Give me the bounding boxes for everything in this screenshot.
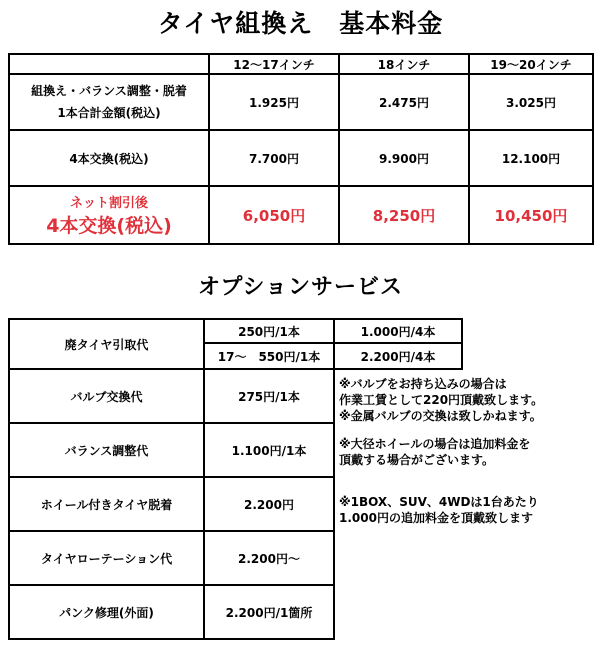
price-cell: 3.025円 xyxy=(469,74,593,130)
price-cell: 12.100円 xyxy=(469,130,593,186)
option-label: バルブ交換代 xyxy=(9,369,204,423)
price-cell: 1.925円 xyxy=(209,74,339,130)
option-price: 2.200円/1箇所 xyxy=(204,585,334,639)
note-line: ※大径ホイールの場合は追加料金を xyxy=(339,437,531,451)
option-label: パンク修理(外面) xyxy=(9,585,204,639)
price-row xyxy=(9,130,593,186)
col-header: 12〜17インチ xyxy=(209,54,339,74)
option-price: 1.000円/4本 xyxy=(334,319,462,343)
price-cell: 2.475円 xyxy=(339,74,469,130)
option-label: バランス調整代 xyxy=(9,423,204,477)
price-header-row xyxy=(9,54,593,74)
price-table xyxy=(8,53,594,245)
note-line: ※金属バルブの交換は致しかねます。 xyxy=(339,409,542,423)
option-price: 17〜 550円/1本 xyxy=(204,343,334,369)
note-valve xyxy=(339,376,543,424)
discount-price-cell: 10,450円 xyxy=(469,186,593,244)
note-line: ※1BOX、SUV、4WDは1台あたり xyxy=(339,495,539,509)
option-price: 2.200円/4本 xyxy=(334,343,462,369)
price-row xyxy=(9,74,593,130)
note-line: 頂戴する場合がございます。 xyxy=(339,453,495,467)
row-label-line: 1本合計金額(税込) xyxy=(57,106,161,120)
page-title: タイヤ組換え 基本料金 xyxy=(157,9,444,38)
option-price: 1.100円/1本 xyxy=(204,423,334,477)
options-table xyxy=(8,318,463,640)
option-price: 2.200円〜 xyxy=(204,531,334,585)
header-empty-cell xyxy=(9,54,209,74)
discount-label xyxy=(9,186,209,244)
discount-price-cell: 6,050円 xyxy=(209,186,339,244)
row-label: 4本交換(税込) xyxy=(9,130,209,186)
price-cell: 7.700円 xyxy=(209,130,339,186)
row-label xyxy=(9,74,209,130)
option-price: 2.200円 xyxy=(204,477,334,531)
col-header: 19〜20インチ xyxy=(469,54,593,74)
discount-row xyxy=(9,186,593,244)
option-label: ホイール付きタイヤ脱着 xyxy=(9,477,204,531)
price-cell: 9.900円 xyxy=(339,130,469,186)
note-line: 作業工賃として220円頂戴致します。 xyxy=(339,393,544,407)
row-label-line: 組換え・バランス調整・脱着 xyxy=(31,84,187,98)
discount-label-line2: 4本交換(税込) xyxy=(46,215,172,237)
note-line: ※バルブをお持ち込みの場合は xyxy=(339,377,507,391)
option-label: 廃タイヤ引取代 xyxy=(9,319,204,369)
note-large-wheel xyxy=(339,436,530,468)
option-price: 250円/1本 xyxy=(204,319,334,343)
note-vehicle-type xyxy=(339,494,539,526)
col-header: 18インチ xyxy=(339,54,469,74)
option-row xyxy=(9,319,462,343)
note-line: 1.000円の追加料金を頂戴致します xyxy=(339,511,533,525)
discount-price-cell: 8,250円 xyxy=(339,186,469,244)
discount-label-line1: ネット割引後 xyxy=(69,196,148,211)
option-label: タイヤローテーション代 xyxy=(9,531,204,585)
options-title: オプションサービス xyxy=(197,275,404,300)
option-price: 275円/1本 xyxy=(204,369,334,423)
